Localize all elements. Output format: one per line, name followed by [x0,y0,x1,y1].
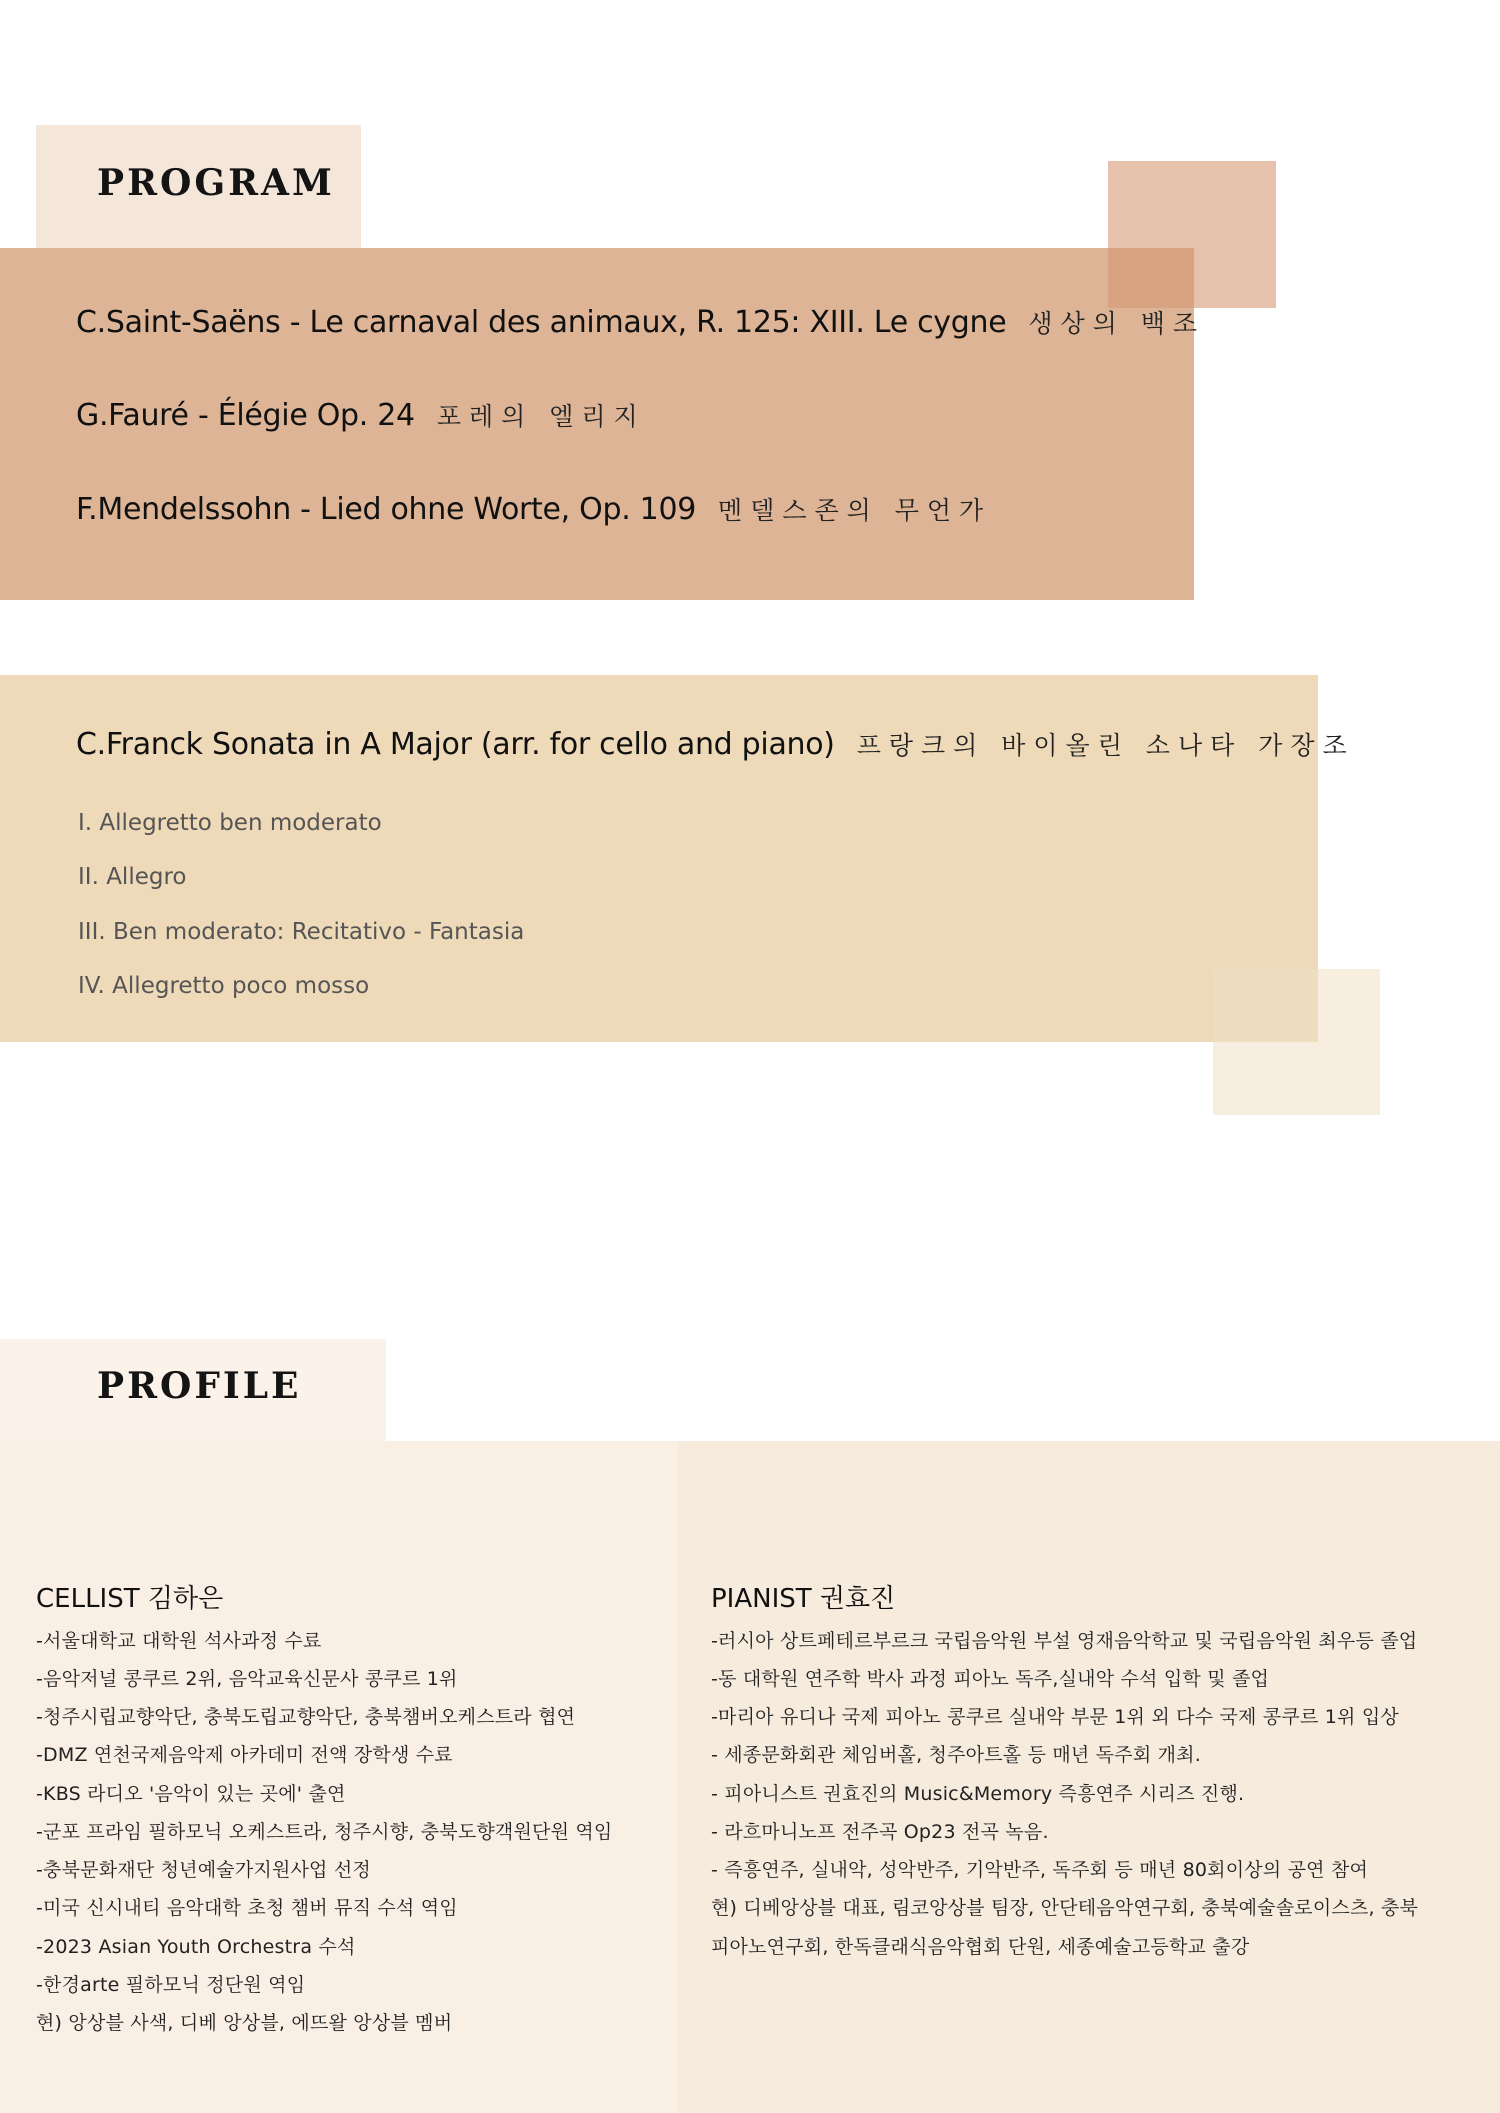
profile-pianist-panel [677,1441,1500,2113]
pianist-bio-line: 피아노연구회, 한독클래식음악협회 단원, 세종예술고등학교 출강 [711,1936,1250,1958]
cellist-bio-line: -미국 신시내티 음악대학 초청 챔버 뮤직 수석 역임 [36,1897,458,1919]
cellist-bio-line: -KBS 라디오 '음악이 있는 곳에' 출연 [36,1783,346,1805]
piece-korean-title: 프랑크의 바이올린 소나타 가장조 [856,731,1355,760]
movement-item: IV. Allegretto poco mosso [78,973,370,999]
movement-item: II. Allegro [78,864,187,890]
cellist-title: CELLIST 김하은 [36,1584,224,1614]
movement-item: I. Allegretto ben moderato [78,810,382,836]
profile-heading: PROFILE [97,1365,302,1407]
pianist-bio-line: - 세종문화회관 체임버홀, 청주아트홀 등 매년 독주회 개최. [711,1744,1201,1766]
movement-item: III. Ben moderato: Recitativo - Fantasia [78,919,525,945]
pianist-bio-line: -동 대학원 연주학 박사 과정 피아노 독주,실내악 수석 입학 및 졸업 [711,1668,1270,1690]
program-heading: PROGRAM [97,162,335,204]
decorative-square-terracotta [1108,161,1276,308]
piece-korean-title: 생상의 백조 [1028,309,1206,338]
cellist-bio-line: -서울대학교 대학원 석사과정 수료 [36,1630,322,1652]
pianist-bio-line: 현) 디베앙상블 대표, 림코앙상블 팀장, 안단테음악연구회, 충북예술솔로이스츠, 충북 [711,1897,1419,1919]
pianist-bio-line: - 즉흥연주, 실내악, 성악반주, 기악반주, 독주회 등 매년 80회이상의 공연 참여 [711,1859,1369,1881]
piece-title: C.Franck Sonata in A Major (arr. for cello and piano) [76,727,835,762]
program-item-faure [76,397,646,433]
piece-title: C.Saint-Saëns - Le carnaval des animaux, R. 125: XIII. Le cygne [76,305,1007,340]
pianist-bio-line: -마리아 유디나 국제 피아노 콩쿠르 실내악 부문 1위 외 다수 국제 콩쿠르 1위 입상 [711,1706,1399,1728]
pianist-title: PIANIST 권효진 [711,1584,896,1614]
cellist-bio-line: -한경arte 필하모닉 정단원 역임 [36,1974,306,1996]
program-item-mendelssohn [76,491,991,527]
pianist-bio-line: -러시아 상트페테르부르크 국립음악원 부설 영재음악학교 및 국립음악원 최우등 졸업 [711,1630,1418,1652]
cellist-bio-line: -2023 Asian Youth Orchestra 수석 [36,1936,356,1958]
cellist-bio-line: -충북문화재단 청년예술가지원사업 선정 [36,1859,371,1881]
piece-title: G.Fauré - Élégie Op. 24 [76,398,415,433]
decorative-square-cream [1213,969,1380,1115]
cellist-bio-line: -군포 프라임 필하모닉 오케스트라, 청주시향, 충북도향객원단원 역임 [36,1821,613,1843]
piece-korean-title: 포레의 엘리지 [436,402,646,431]
piece-korean-title: 멘델스존의 무언가 [718,496,992,525]
program-item-saint-saens [76,304,1205,340]
piece-title: F.Mendelssohn - Lied ohne Worte, Op. 109 [76,492,697,527]
cellist-bio-line: -음악저널 콩쿠르 2위, 음악교육신문사 콩쿠르 1위 [36,1668,458,1690]
cellist-bio-line: -청주시립교향악단, 충북도립교향악단, 충북챔버오케스트라 협연 [36,1706,576,1728]
cellist-bio-line: -DMZ 연천국제음악제 아카데미 전액 장학생 수료 [36,1744,453,1766]
cellist-bio-line: 현) 앙상블 사색, 디베 앙상블, 에뜨왈 앙상블 멤버 [36,2012,453,2034]
pianist-bio-line: - 라흐마니노프 전주곡 Op23 전곡 녹음. [711,1821,1049,1843]
pianist-bio-line: - 피아니스트 권효진의 Music&Memory 즉흥연주 시리즈 진행. [711,1783,1245,1805]
program-item-franck [76,726,1355,762]
